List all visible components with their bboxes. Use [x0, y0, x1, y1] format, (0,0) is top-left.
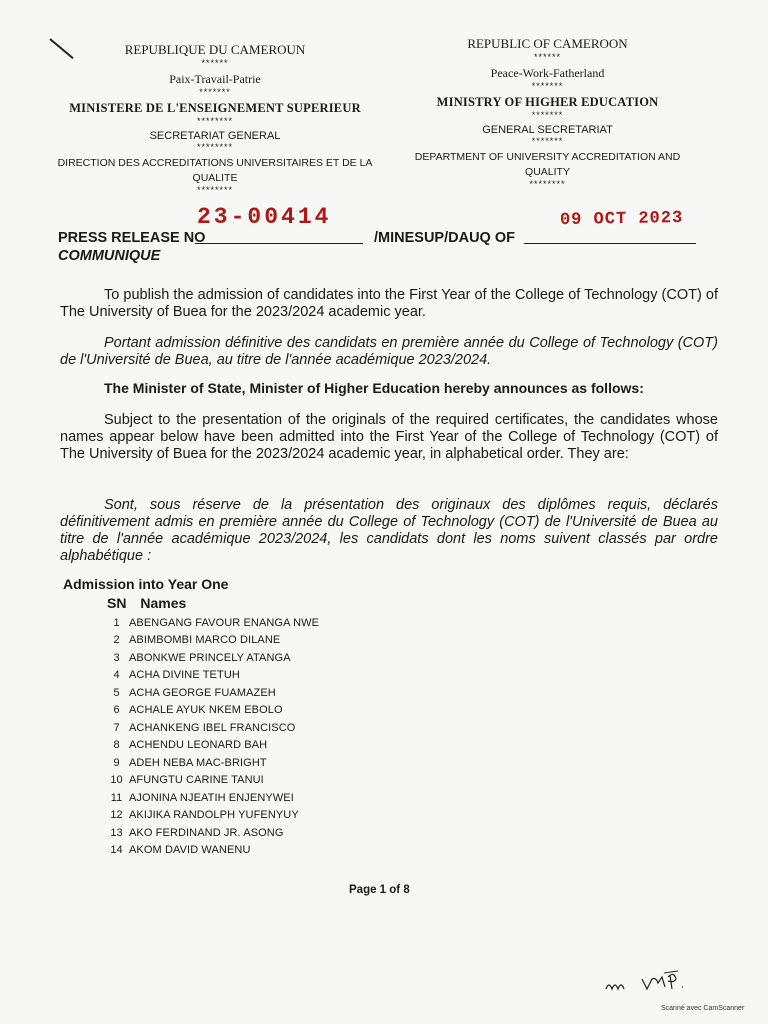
list-item-name: ABONKWE PRINCELY ATANGA	[129, 651, 291, 664]
list-item-sn: 3	[113, 651, 120, 664]
list-item	[104, 842, 319, 860]
list-item	[104, 649, 319, 667]
list-item-name: ABIMBOMBI MARCO DILANE	[129, 634, 281, 647]
release-number-stamp: 23-00414	[197, 204, 332, 230]
separator-stars: ******	[533, 52, 561, 62]
page-number: Page 1 of 8	[349, 884, 410, 896]
body-english: Subject to the presentation of the originals of the required certificates, the candidates whose names appear below have been admitted into the First Year of the College of Technology (COT) of The University of Buea for the 2023/2024 academic year, in alphabetical order. They are:	[60, 412, 718, 462]
list-item	[104, 632, 319, 650]
list-item-name: ABENGANG FAVOUR ENANGA NWE	[129, 616, 320, 629]
list-header	[107, 595, 196, 611]
separator-stars: ********	[196, 116, 234, 126]
list-item-sn: 12	[110, 809, 123, 822]
list-item-sn: 14	[110, 844, 123, 857]
list-item	[104, 754, 319, 772]
list-item-name: ACHA DIVINE TETUH	[129, 669, 240, 682]
separator-stars: ********	[196, 185, 234, 195]
list-item-sn: 10	[110, 774, 123, 787]
list-item	[104, 824, 319, 842]
secretariat-en: GENERAL SECRETARIAT	[482, 124, 613, 136]
list-title: Admission into Year One	[63, 576, 229, 592]
separator-stars: ********	[529, 179, 566, 189]
country-fr: REPUBLIQUE DU CAMEROUN	[124, 42, 306, 57]
list-item-sn: 13	[110, 826, 123, 839]
number-underline	[195, 243, 363, 244]
intro-english: To publish the admission of candidates into the First Year of the College of Technology (COT) of The University of Buea for the 2023/2024 academic year.	[60, 287, 718, 320]
announcement-heading: The Minister of State, Minister of Higher Education hereby announces as follows:	[104, 380, 644, 396]
list-item-name: AKIJIKA RANDOLPH YUFENYUY	[129, 809, 299, 822]
list-item	[104, 719, 319, 737]
handwritten-signature	[602, 965, 712, 1001]
motto-fr: Paix-Travail-Patrie	[169, 72, 261, 86]
release-date-stamp: 09 OCT 2023	[559, 208, 684, 231]
reference-label: /MINESUP/DAUQ OF	[374, 230, 515, 246]
list-item	[104, 789, 319, 807]
list-item-name: AFUNGTU CARINE TANUI	[129, 774, 264, 787]
list-item-sn: 9	[113, 756, 120, 769]
header-right-english	[410, 36, 685, 193]
list-item-sn: 2	[113, 634, 120, 647]
list-item	[104, 807, 319, 825]
press-release-label: PRESS RELEASE NO	[58, 230, 206, 246]
separator-stars: *******	[531, 136, 564, 146]
list-item-sn: 8	[113, 739, 120, 752]
separator-stars: *******	[531, 110, 564, 120]
list-item	[104, 702, 319, 720]
separator-stars: ******	[201, 58, 229, 68]
direction-fr: DIRECTION DES ACCREDITATIONS UNIVERSITAIRES ET DE LA QUALITE	[57, 157, 373, 184]
list-item	[104, 614, 319, 632]
list-item	[104, 737, 319, 755]
list-item-name: AJONINA NJEATIH ENJENYWEI	[129, 791, 294, 804]
list-item	[104, 772, 319, 790]
list-item-sn: 6	[113, 704, 120, 717]
list-item-name: AKOM DAVID WANENU	[129, 844, 251, 857]
list-item-sn: 11	[110, 791, 123, 804]
body-french: Sont, sous réserve de la présentation des originaux des diplômes requis, déclarés définitivement admis en première année du College of Technology (COT) de l'Université de Buea au titre de l'année académique 2023/2024, les candidats dont les noms suivent classés par ordre alphabétique :	[60, 497, 718, 564]
col-sn: SN	[107, 595, 127, 611]
secretariat-fr: SECRETARIAT GENERAL	[149, 130, 281, 142]
list-item-name: AKO FERDINAND JR. ASONG	[129, 826, 284, 839]
list-item-name: ACHANKENG IBEL FRANCISCO	[129, 721, 296, 734]
separator-stars: *******	[199, 87, 231, 97]
list-item	[104, 667, 319, 685]
date-underline	[524, 243, 696, 244]
list-item-name: ADEH NEBA MAC-BRIGHT	[129, 756, 267, 769]
department-en: DEPARTMENT OF UNIVERSITY ACCREDITATION AND QUALITY	[414, 151, 681, 178]
ministry-fr: MINISTERE DE L'ENSEIGNEMENT SUPERIEUR	[69, 101, 361, 115]
intro-french: Portant admission définitive des candidats en première année du College of Technology (COT) de l'Université de Buea, au titre de l'année académique 2023/2024.	[60, 335, 718, 368]
communique-label: COMMUNIQUE	[58, 248, 161, 264]
ministry-en: MINISTRY OF HIGHER EDUCATION	[436, 95, 659, 109]
list-item-sn: 4	[113, 669, 120, 682]
candidate-list	[104, 614, 319, 859]
list-item-sn: 5	[113, 686, 120, 699]
list-item-name: ACHENDU LEONARD BAH	[129, 739, 268, 752]
list-item-name: ACHA GEORGE FUAMAZEH	[129, 686, 276, 699]
separator-stars: ********	[196, 142, 234, 152]
list-item-name: ACHALE AYUK NKEM EBOLO	[129, 704, 283, 717]
separator-stars: *******	[531, 81, 564, 91]
col-names: Names	[140, 595, 187, 611]
country-en: REPUBLIC OF CAMEROON	[467, 36, 628, 51]
list-item-sn: 7	[113, 721, 120, 734]
list-item	[104, 684, 319, 702]
camscanner-watermark: Scanné avec CamScanner	[661, 1005, 745, 1012]
list-item-sn: 1	[113, 616, 120, 629]
header-left-french	[55, 42, 375, 199]
motto-en: Peace-Work-Fatherland	[490, 66, 605, 80]
